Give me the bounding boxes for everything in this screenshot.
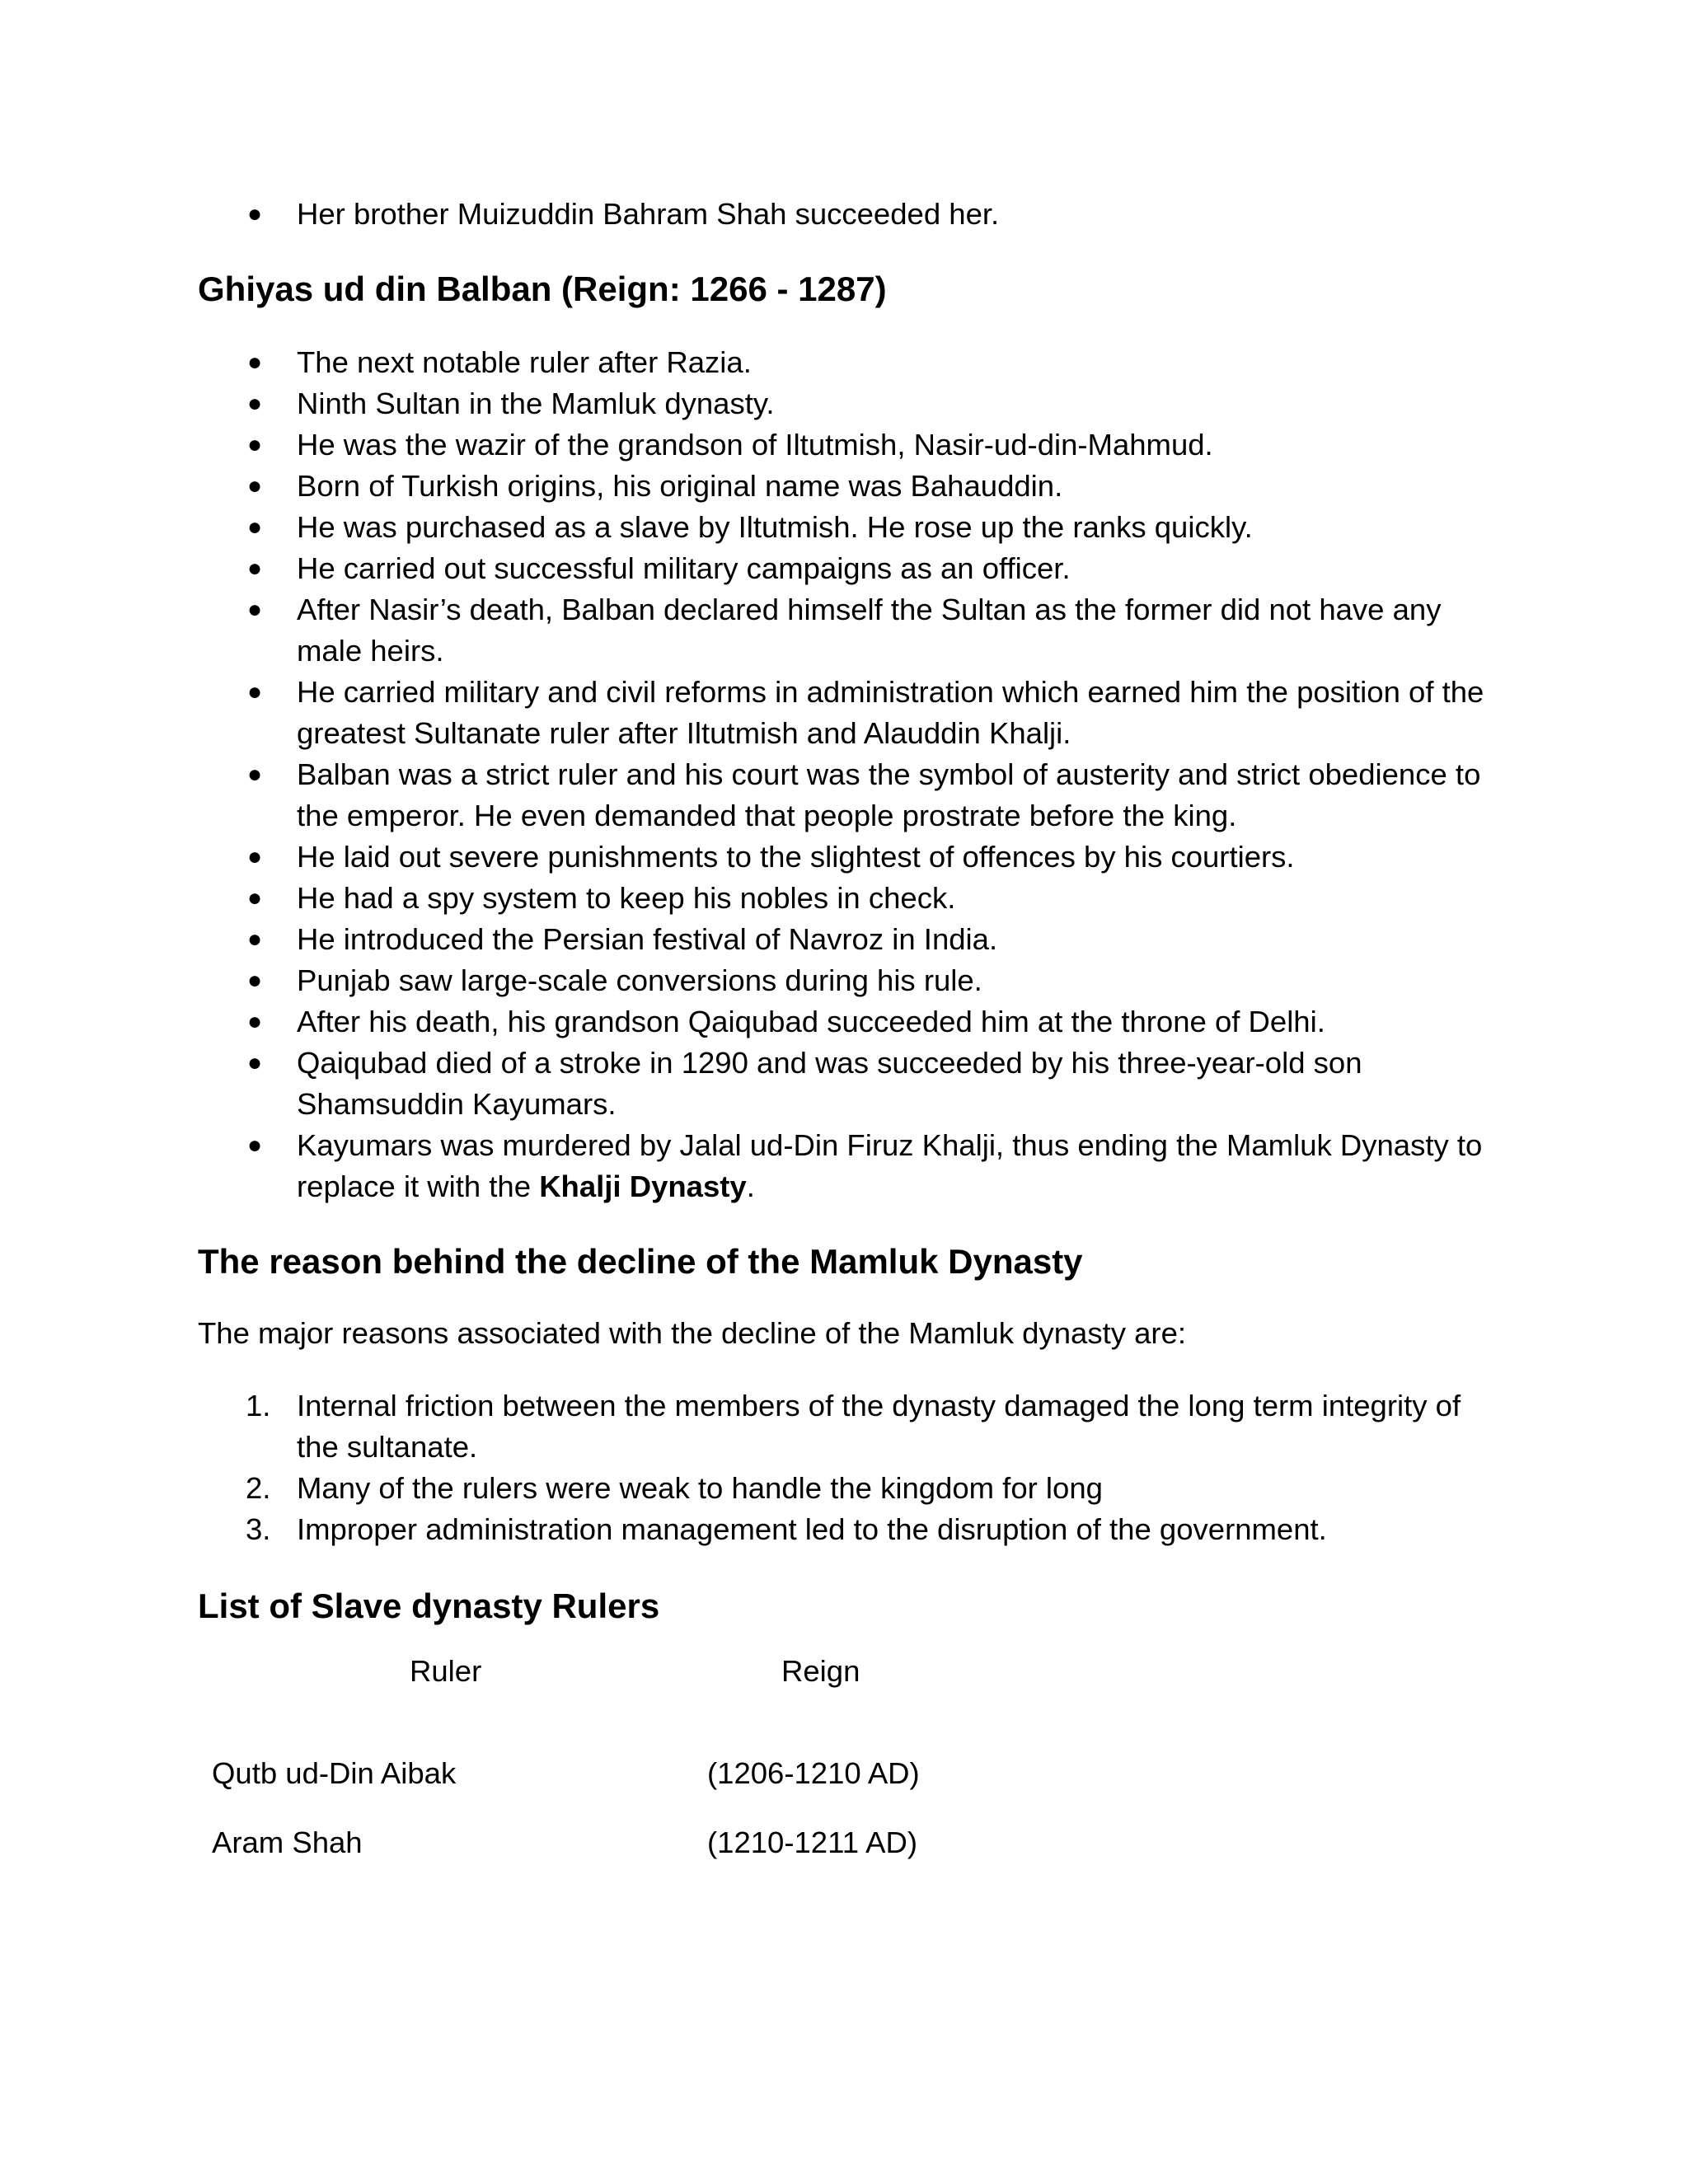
intro-bullet-list bbox=[198, 194, 1500, 235]
bullet-icon: ● bbox=[247, 884, 263, 912]
bullet-icon: ● bbox=[247, 843, 263, 870]
list-item bbox=[198, 507, 1500, 548]
bullet-text: After Nasir’s death, Balban declared himself the Sultan as the former did not have any male heirs. bbox=[297, 593, 1442, 668]
reign-cell: (1206-1210 AD) bbox=[707, 1756, 920, 1790]
section-heading-balban: Ghiyas ud din Balban (Reign: 1266 - 1287) bbox=[198, 269, 887, 308]
numbered-text: Improper administration management led to the disruption of the government. bbox=[297, 1512, 1327, 1546]
bullet-icon: ● bbox=[247, 967, 263, 994]
list-item bbox=[198, 672, 1500, 754]
bullet-icon: ● bbox=[247, 1049, 263, 1076]
bullet-text: Qaiqubad died of a stroke in 1290 and was succeeded by his three-year-old son Shamsuddin Kayumars. bbox=[297, 1046, 1362, 1121]
column-header-ruler: Ruler bbox=[410, 1654, 482, 1688]
rulers-table bbox=[198, 1651, 1022, 1863]
list-item bbox=[198, 1385, 1500, 1468]
numbered-text: Many of the rulers were weak to handle the kingdom for long bbox=[297, 1471, 1103, 1505]
khalji-dynasty-bold: Khalji Dynasty bbox=[539, 1169, 747, 1203]
bullet-icon: ● bbox=[247, 472, 263, 499]
bullet-text-after: . bbox=[746, 1169, 755, 1203]
list-number: 3. bbox=[246, 1512, 271, 1546]
list-number: 2. bbox=[246, 1471, 271, 1505]
bullet-text: After his death, his grandson Qaiqubad succeeded him at the throne of Delhi. bbox=[297, 1005, 1325, 1038]
list-item bbox=[198, 878, 1500, 919]
list-item bbox=[198, 919, 1500, 960]
list-item bbox=[198, 1001, 1500, 1043]
list-item bbox=[198, 754, 1500, 837]
bullet-icon: ● bbox=[247, 761, 263, 788]
section-heading-decline: The reason behind the decline of the Mamluk Dynasty bbox=[198, 1242, 1083, 1281]
bullet-text: Her brother Muizuddin Bahram Shah succeeded her. bbox=[297, 197, 1000, 231]
numbered-text: Internal friction between the members of the dynasty damaged the long term integrity of the sultanate. bbox=[297, 1389, 1461, 1464]
bullet-text: He carried military and civil reforms in administration which earned him the position of the greatest Sultanate ruler after Iltutmish and Alauddin Khalji. bbox=[297, 675, 1484, 750]
list-item bbox=[198, 960, 1500, 1001]
list-number: 1. bbox=[246, 1389, 271, 1422]
bullet-text: He was purchased as a slave by Iltutmish. He rose up the ranks quickly. bbox=[297, 510, 1253, 544]
list-item bbox=[198, 424, 1500, 466]
bullet-icon: ● bbox=[247, 1132, 263, 1159]
bullet-icon: ● bbox=[247, 200, 263, 227]
table-row bbox=[198, 1822, 1022, 1863]
list-item bbox=[198, 342, 1500, 383]
list-item bbox=[198, 1468, 1500, 1509]
bullet-icon: ● bbox=[247, 431, 263, 458]
bullet-text-before: Kayumars was murdered by Jalal ud-Din Firuz Khalji, thus ending the Mamluk Dynasty to replace it with the bbox=[297, 1128, 1483, 1203]
column-header-reign: Reign bbox=[781, 1654, 860, 1688]
bullet-icon: ● bbox=[247, 596, 263, 623]
ruler-name-cell: Aram Shah bbox=[212, 1825, 363, 1859]
bullet-text: Ninth Sultan in the Mamluk dynasty. bbox=[297, 387, 775, 420]
list-item bbox=[198, 1509, 1500, 1550]
bullet-text: Punjab saw large-scale conversions during his rule. bbox=[297, 963, 982, 997]
bullet-text: He introduced the Persian festival of Navroz in India. bbox=[297, 922, 998, 956]
bullet-icon: ● bbox=[247, 513, 263, 541]
ruler-name-cell: Qutb ud-Din Aibak bbox=[212, 1756, 457, 1790]
balban-bullet-list bbox=[198, 342, 1500, 1207]
bullet-text: He had a spy system to keep his nobles in check. bbox=[297, 881, 956, 915]
bullet-text: Born of Turkish origins, his original name was Bahauddin. bbox=[297, 469, 1063, 503]
bullet-icon: ● bbox=[247, 926, 263, 953]
bullet-text: The next notable ruler after Razia. bbox=[297, 345, 752, 379]
list-item bbox=[198, 1125, 1500, 1207]
decline-intro-paragraph: The major reasons associated with the decline of the Mamluk dynasty are: bbox=[198, 1316, 1187, 1350]
list-item bbox=[198, 837, 1500, 878]
list-item bbox=[198, 589, 1500, 672]
bullet-text: He was the wazir of the grandson of Iltutmish, Nasir-ud-din-Mahmud. bbox=[297, 428, 1213, 462]
bullet-text: He laid out severe punishments to the slightest of offences by his courtiers. bbox=[297, 840, 1295, 874]
table-header-row bbox=[198, 1651, 1022, 1692]
document-content bbox=[198, 194, 1500, 1863]
bullet-text: He carried out successful military campaigns as an officer. bbox=[297, 551, 1071, 585]
list-item bbox=[198, 548, 1500, 589]
list-item bbox=[198, 194, 1500, 235]
table-row bbox=[198, 1753, 1022, 1794]
list-item bbox=[198, 466, 1500, 507]
list-item bbox=[198, 383, 1500, 424]
reign-cell: (1210-1211 AD) bbox=[707, 1825, 917, 1859]
list-item bbox=[198, 1043, 1500, 1125]
bullet-icon: ● bbox=[247, 1008, 263, 1035]
section-heading-rulers-list: List of Slave dynasty Rulers bbox=[198, 1586, 660, 1625]
bullet-icon: ● bbox=[247, 555, 263, 582]
bullet-icon: ● bbox=[247, 390, 263, 417]
bullet-icon: ● bbox=[247, 349, 263, 376]
decline-numbered-list bbox=[198, 1385, 1500, 1550]
bullet-icon: ● bbox=[247, 678, 263, 705]
bullet-text: Balban was a strict ruler and his court was the symbol of austerity and strict obedience to the emperor. He even demanded that people prostrate before the king. bbox=[297, 757, 1481, 832]
